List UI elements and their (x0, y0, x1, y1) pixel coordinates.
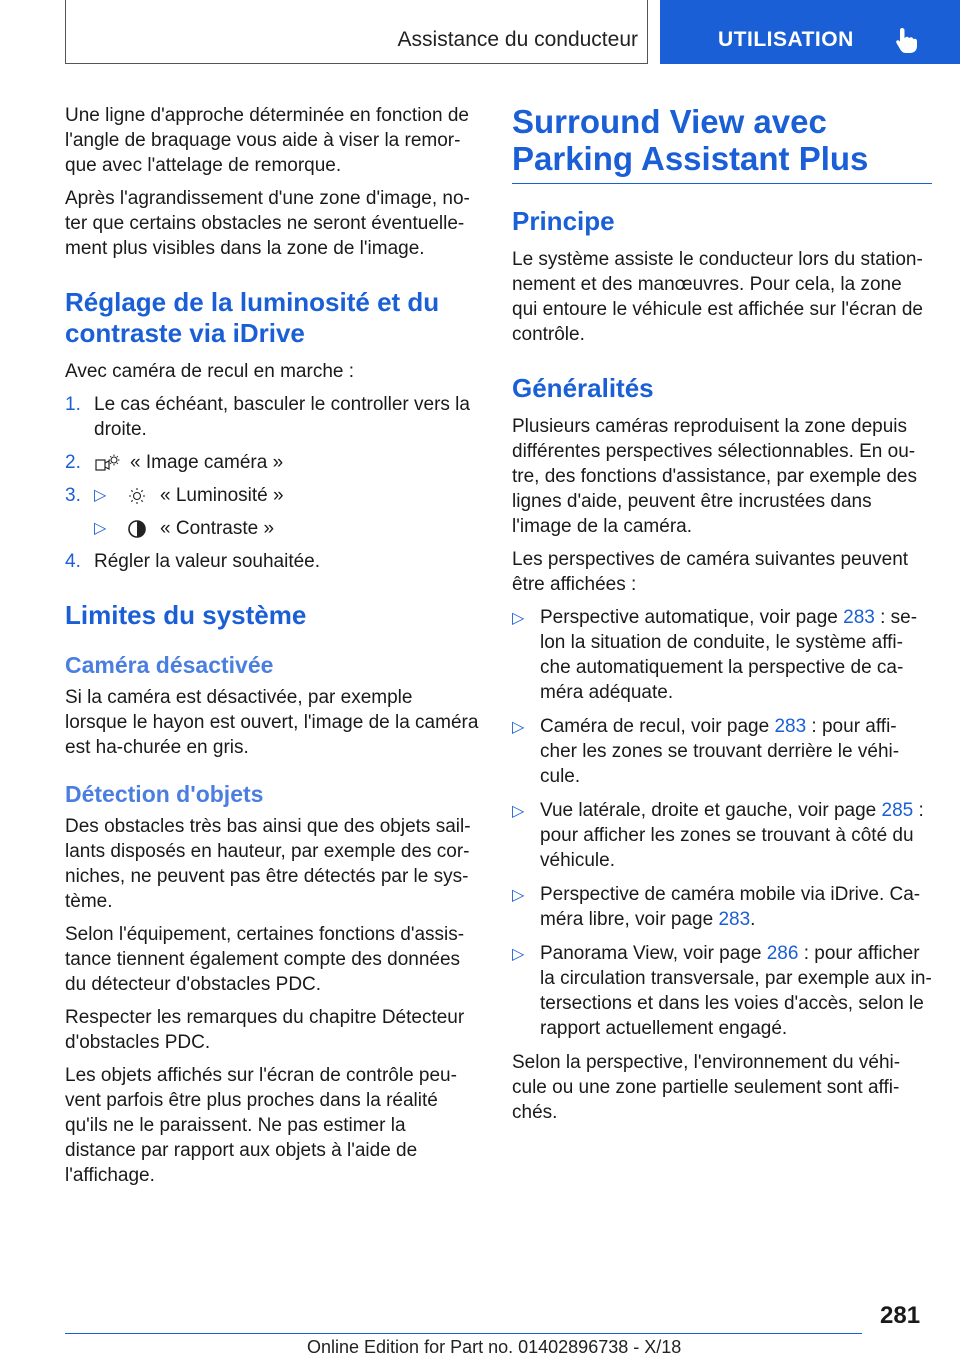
page-link[interactable]: 286 (766, 943, 799, 964)
intro-paragraph: Une ligne d'approche déterminée en fonction de l'angle de braquage vous aide à viser la remor-que avec l'attelage de remorque. (65, 105, 469, 176)
page-link[interactable]: 283 (718, 909, 751, 930)
list-text: : se-lon la situation de conduite, le système affi-che automatiquement la perspective de ca-méra adéquate. (540, 607, 918, 703)
detection-paragraph: Respecter les remarques du chapitre Détecteur d'obstacles PDC. (65, 1007, 465, 1053)
steps-list (65, 392, 480, 574)
list-text: : pour affi-cher les zones se trouvant derrière le véhi-cule. (540, 716, 900, 787)
edition-footer: Online Edition for Part no. 01402896738 - X/18 (307, 1337, 682, 1357)
step-item (65, 549, 480, 574)
detection-paragraph: Selon l'équipement, certaines fonctions d'assis-tance tiennent également compte des données du détecteur d'obstacles PDC. (65, 924, 465, 995)
page-link[interactable]: 283 (843, 607, 875, 628)
heading-general: Généralités (512, 373, 654, 403)
title-divider (512, 183, 932, 184)
triangle-bullet-icon: ▷ (512, 610, 525, 627)
step-number: 2. (65, 452, 81, 473)
chapter-tab-label: UTILISATION (718, 28, 854, 51)
page-link[interactable]: 285 (881, 800, 914, 821)
chapter-tab[interactable] (660, 0, 960, 64)
step-item (65, 516, 480, 541)
right-column (512, 103, 932, 1133)
heading-brightness-contrast: Réglage de la luminosité et du contraste via iDrive (65, 287, 440, 348)
perspectives-list (512, 605, 932, 1041)
step-text: « Contraste » (160, 518, 275, 539)
heading-principle: Principe (512, 206, 615, 236)
intro-paragraph: Après l'agrandissement d'une zone d'image, no-ter que certains obstacles ne seront éventuelle-ment plus visibles dans la zone de l'image. (65, 188, 470, 259)
list-text: : pour afficher les zones se trouvant à côté du véhicule. (540, 800, 924, 871)
list-item (512, 798, 932, 873)
camera-off-paragraph: Si la caméra est désactivée, par exemple lorsque le hayon est ouvert, l'image de la caméra est ha-churée en gris. (65, 687, 479, 758)
step-text: Régler la valeur souhaitée. (94, 551, 321, 572)
detection-paragraph: Des obstacles très bas ainsi que des objets sail-lants disposés en hauteur, par exemple des cor-niches, ne peuvent pas être détectés par le sys-tème. (65, 816, 471, 912)
triangle-bullet-icon: ▷ (94, 520, 107, 537)
triangle-bullet-icon: ▷ (94, 487, 107, 504)
list-item (512, 941, 932, 1041)
list-text: Perspective de caméra mobile via iDrive. Ca-méra libre, voir page (540, 884, 921, 930)
list-text: Caméra de recul, voir page (540, 716, 775, 737)
detection-paragraph: Les objets affichés sur l'écran de contrôle peu-vent parfois être plus proches dans la réalité qu'ils ne le paraissent. Ne pas estimer la distance par rapport aux objets à l'aide de l'affichage. (65, 1065, 457, 1186)
principle-paragraph: Le système assiste le conducteur lors du station-nement et des manœuvres. Pour cela, la zone qui entoure le véhicule est affichée sur l'écran de contrôle. (512, 249, 923, 345)
contrast-icon (124, 519, 150, 539)
brightness-intro: Avec caméra de recul en marche : (65, 361, 355, 382)
step-number: 4. (65, 551, 81, 572)
step-text: « Luminosité » (160, 485, 284, 506)
list-item (512, 714, 932, 789)
heading-camera-off: Caméra désactivée (65, 652, 274, 678)
triangle-bullet-icon: ▷ (512, 803, 525, 820)
hand-pointer-icon (894, 26, 920, 54)
footer-divider (65, 1333, 862, 1334)
closing-paragraph: Selon la perspective, l'environnement du véhi-cule ou une zone partielle seulement sont affi-chés. (512, 1052, 901, 1123)
general-paragraph: Les perspectives de caméra suivantes peuvent être affichées : (512, 549, 909, 595)
step-text: « Image caméra » (130, 452, 284, 473)
general-paragraph: Plusieurs caméras reproduisent la zone depuis différentes perspectives sélectionnables. En ou-tre, des fonctions d'assistance, par exemple des lignes d'aide, peuvent être incrustées dans l'image de la caméra. (512, 416, 917, 537)
page-number: 281 (880, 1302, 921, 1329)
section-title: Assistance du conducteur (397, 28, 638, 51)
list-item (512, 882, 932, 932)
brightness-icon (124, 486, 150, 506)
heading-system-limits: Limites du système (65, 600, 307, 630)
list-text: Perspective automatique, voir page (540, 607, 844, 628)
triangle-bullet-icon: ▷ (512, 887, 525, 904)
step-item (65, 483, 480, 508)
heading-object-detection: Détection d'objets (65, 781, 264, 807)
list-text: Vue latérale, droite et gauche, voir page (540, 800, 882, 821)
list-text: : pour afficher la circulation transversale, par exemple aux in-tersections et dans les voies d'accès, selon le rapport actuellement engagé. (540, 943, 932, 1039)
step-number: 3. (65, 485, 81, 506)
camera-image-icon (94, 453, 120, 473)
section-title-surround-view: Surround View avec Parking Assistant Plus (512, 103, 869, 177)
list-text: Panorama View, voir page (540, 943, 767, 964)
list-item (512, 605, 932, 705)
step-text: Le cas échéant, basculer le controller vers la droite. (94, 394, 470, 440)
step-item (65, 392, 480, 442)
triangle-bullet-icon: ▷ (512, 719, 525, 736)
left-column (65, 103, 480, 1196)
step-number: 1. (65, 394, 81, 415)
triangle-bullet-icon: ▷ (512, 946, 525, 963)
page-link[interactable]: 283 (774, 716, 807, 737)
list-text: . (750, 909, 756, 930)
step-item (65, 450, 480, 475)
